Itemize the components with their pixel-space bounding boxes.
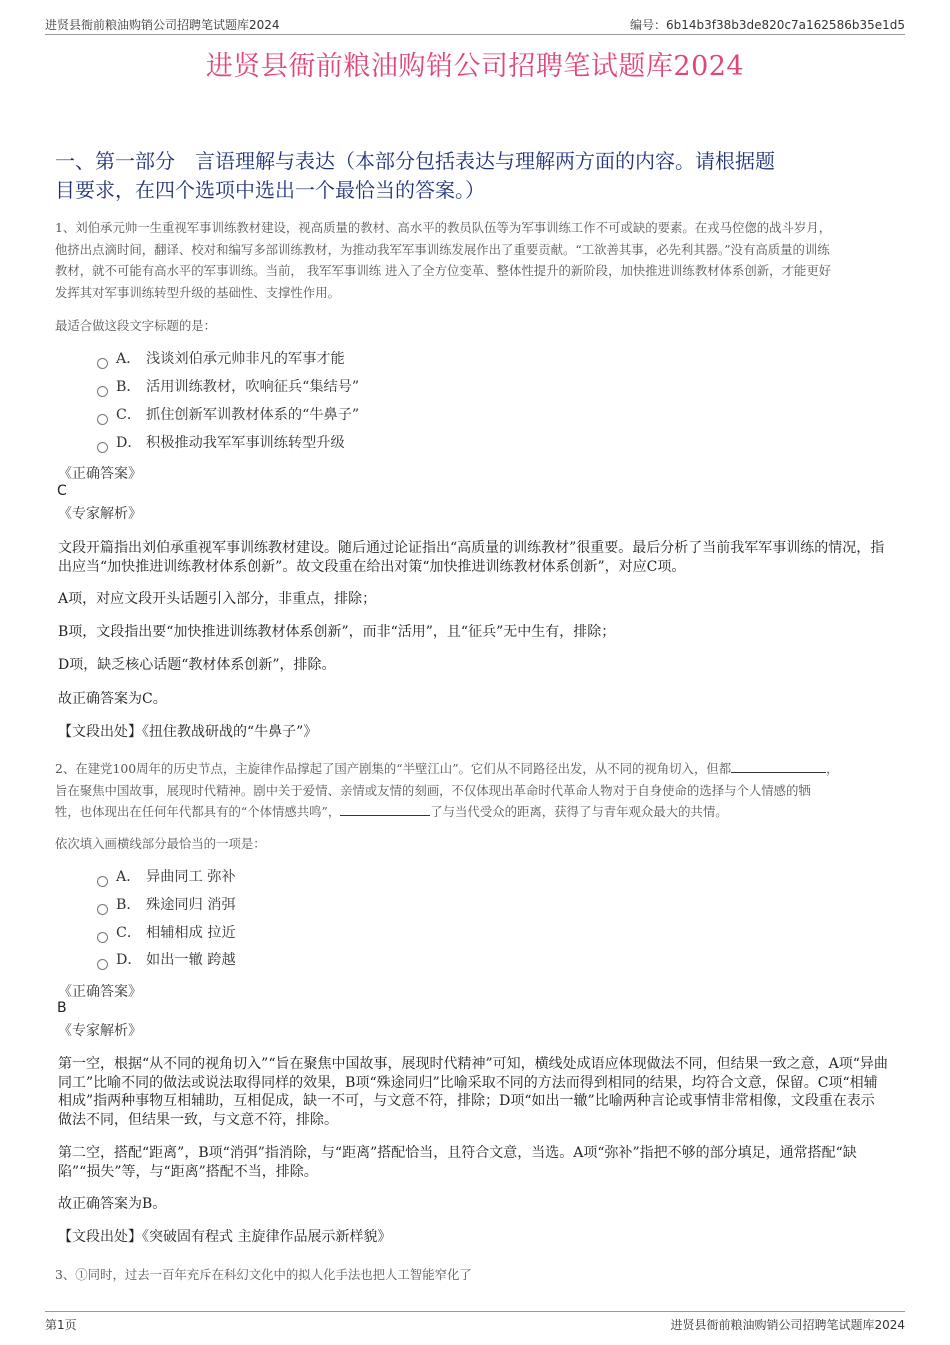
radio-icon[interactable] [97,414,108,425]
q1-option-a[interactable] [97,348,345,370]
question-1-text [55,217,900,303]
option-key: C． [116,925,142,941]
option-key: A． [116,351,141,367]
q1-analysis-paragraph: A项，对应文段开头话题引入部分，非重点，排除； [58,591,377,607]
radio-icon[interactable] [97,442,108,453]
q2-option-a[interactable] [97,866,236,888]
q1-analysis-label: 《专家解析》 [58,506,142,522]
q1-option-b[interactable] [97,376,359,398]
q2-source: 【文段出处】《突破固有程式 主旋律作品展示新样貌》 [58,1229,392,1245]
option-key: D． [116,435,142,451]
q2-analysis-paragraph: 第二空，搭配“距离”，B项“消弭”指消除，与“距离”搭配恰当，且符合文意，当选。A项“弥补”指把不够的部分填足，通常搭配“缺陷”“损失”等，与“距离”搭配不当，排除。 [58,1145,857,1180]
q1-analysis-paragraph: 故正确答案为C。 [58,691,167,707]
q1-analysis-paragraph: B项，文段指出要“加快推进训练教材体系创新”，而非“活用”，且“征兵”无中生有，排除； [58,624,616,640]
footer-doc-title: 进贤县衙前粮油购销公司招聘笔试题库2024 [670,1318,905,1332]
page-footer [45,1311,905,1333]
q1-analysis-paragraph: 文段开篇指出刘伯承重视军事训练教材建设。随后通过论证指出“高质量的训练教材”很重要。最后分析了当前我军军事训练的情况，指出应当“加快推进训练教材体系创新”。故文段重在给出对策“加快推进训练教材体系创新”，对应C项。 [58,540,885,575]
option-key: A． [116,869,141,885]
question-line [55,801,900,823]
q2-analysis-paragraph: 第一空，根据“从不同的视角切入”“旨在聚焦中国故事，展现时代精神”可知，横线处成语应体现做法不同，但结果一致之意，A项“异曲同工”比喻不同的做法或说法取得同样的效果，B项“殊途同归”比喻采取不同的方法而得到相同的结果，均符合文意，保留。C项“相辅相成”指两种事物互相辅助，互相促成，缺一不可，与文意不符，排除；D项“如出一辙”比喻两种言论或事情非常相像，文段重在表示做法不同，但结果一致，与文意不符，排除。 [58,1056,888,1128]
question-1-prompt: 最适合做这段文字标题的是： [55,318,217,333]
q2-answer-label: 《正确答案》 [58,984,142,1000]
question-2-prompt: 依次填入画横线部分最恰当的一项是： [55,836,266,851]
q2-option-b[interactable] [97,894,236,916]
q1-analysis-paragraph: D项，缺乏核心话题“教材体系创新”，排除。 [58,657,336,673]
option-text: 殊途同归 消弭 [146,897,236,913]
option-text: 抓住创新军训教材体系的“牛鼻子” [146,407,360,423]
section-heading-line: 一、第一部分 言语理解与表达（本部分包括表达与理解两方面的内容。请根据题 [55,149,775,173]
option-text: 积极推动我军军事训练转型升级 [146,435,345,451]
option-text: 如出一辙 跨越 [146,952,236,968]
page-header [45,14,905,35]
question-line: 1、刘伯承元帅一生重视军事训练教材建设，视高质量的教材、高水平的教员队伍等为军事训练工作不可或缺的要素。在戎马倥偬的战斗岁月， [55,220,832,235]
q1-option-c[interactable] [97,404,359,426]
option-text: 相辅相成 拉近 [146,925,236,941]
option-key: B． [116,897,141,913]
header-doc-id: 编号：6b14b3f38b3de820c7a162586b35e1d5 [630,18,905,32]
page-title: 进贤县衙前粮油购销公司招聘笔试题库2024 [205,51,745,82]
option-text: 浅谈刘伯承元帅非凡的军事才能 [146,351,345,367]
q1-answer: C [57,483,67,499]
radio-icon[interactable] [97,932,108,943]
question-line: 发挥其对军事训练转型升级的基础性、支撑性作用。 [55,284,340,300]
question-line: 教材，就不可能有高水平的军事训练。当前， 我军军事训练 进入了全方位变革、整体性提升的新阶段，加快推进训练教材体系创新，才能更好 [55,263,832,278]
q2-option-d[interactable] [97,949,236,971]
q2-option-c[interactable] [97,922,236,944]
option-key: B． [116,379,141,395]
fill-blank [731,760,826,773]
option-text: 异曲同工 弥补 [146,869,236,885]
option-text: 活用训练教材，吹响征兵“集结号” [146,379,360,395]
q1-answer-label: 《正确答案》 [58,466,142,482]
radio-icon[interactable] [97,876,108,887]
question-line: 旨在聚焦中国故事，展现时代精神。剧中关于爱情、亲情或友情的刻画，不仅体现出革命时代革命人物对于自身使命的选择与个人情感的牺 [55,782,811,798]
page-number: 第1页 [45,1318,77,1332]
section-heading [55,147,895,205]
q1-source: 【文段出处】《扭住教战研战的“牛鼻子”》 [58,724,318,740]
question-line [55,758,900,780]
radio-icon[interactable] [97,904,108,915]
section-heading-line: 目要求，在四个选项中选出一个最恰当的答案。） [55,178,485,202]
q1-option-d[interactable] [97,432,345,454]
question-line-part: 牲，也体现出在任何年代都具有的“个体情感共鸣”， [55,804,341,819]
question-2-text [55,758,900,823]
option-key: D． [116,952,142,968]
question-line-part: 2、在建党100周年的历史节点，主旋律作品撑起了国产剧集的“半壁江山”。它们从不同路径出发，从不同的视角切入，但都 [55,761,732,776]
question-line-part: 了与当代受众的距离，获得了与青年观众最大的共情。 [430,804,728,819]
question-3-text: 3、①同时，过去一百年充斥在科幻文化中的拟人化手法也把人工智能窄化了 [55,1267,472,1282]
q2-answer: B [57,1000,67,1016]
header-doc-title: 进贤县衙前粮油购销公司招聘笔试题库2024 [45,18,280,32]
option-key: C． [116,407,142,423]
question-line-part: ， [826,761,839,776]
radio-icon[interactable] [97,358,108,369]
radio-icon[interactable] [97,386,108,397]
question-line: 他挤出点滴时间，翻译、校对和编写多部训练教材，为推动我军军事训练发展作出了重要贡献。“工欲善其事，必先利其器。”没有高质量的训练 [55,241,830,257]
radio-icon[interactable] [97,959,108,970]
fill-blank [340,803,430,816]
q2-analysis-label: 《专家解析》 [58,1023,142,1039]
q2-analysis-paragraph: 故正确答案为B。 [58,1196,167,1212]
